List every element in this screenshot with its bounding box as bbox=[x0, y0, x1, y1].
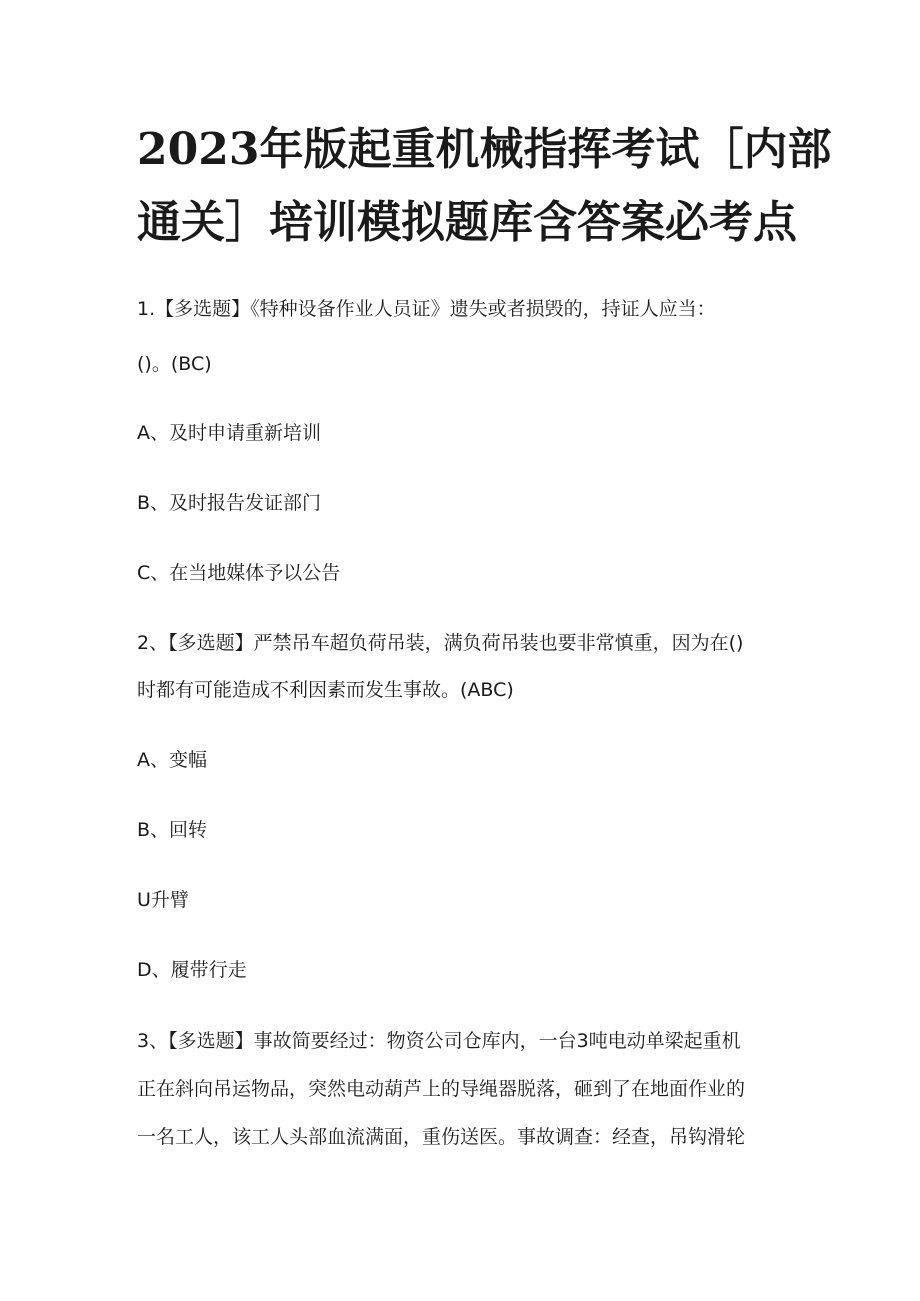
question-3-stem: 3、【多选题】事故简要经过：物资公司仓库内，一台3吨电动单梁起重机 bbox=[137, 1030, 741, 1052]
question-1-option-b: B、及时报告发证部门 bbox=[137, 492, 322, 514]
question-1-stem: 1.【多选题】《特种设备作业人员证》遗失或者损毁的，持证人应当： bbox=[137, 298, 716, 320]
question-2-option-b: B、回转 bbox=[137, 819, 208, 841]
question-3-stem-cont-1: 正在斜向吊运物品，突然电动葫芦上的导绳器脱落，砸到了在地面作业的 bbox=[137, 1078, 746, 1100]
question-1-option-a: A、及时申请重新培训 bbox=[137, 422, 321, 444]
document-title-line-2: 通关］培训模拟题库含答案必考点 bbox=[137, 197, 797, 248]
question-1-answer: ()。(BC) bbox=[137, 353, 212, 375]
document-title-line-1: 2023年版起重机械指挥考试［内部 bbox=[137, 124, 832, 175]
question-2-option-c: U升臂 bbox=[137, 889, 189, 911]
question-2-option-d: D、履带行走 bbox=[137, 959, 247, 981]
question-1-option-c: C、在当地媒体予以公告 bbox=[137, 562, 341, 584]
question-3-stem-cont-2: 一名工人，该工人头部血流满面，重伤送医。事故调查：经查，吊钩滑轮 bbox=[137, 1126, 746, 1148]
question-2-stem-cont: 时都有可能造成不利因素而发生事故。(ABC) bbox=[137, 679, 514, 701]
question-2-stem: 2、【多选题】严禁吊车超负荷吊装，满负荷吊装也要非常慎重，因为在() bbox=[137, 632, 744, 654]
question-2-option-a: A、变幅 bbox=[137, 749, 207, 771]
